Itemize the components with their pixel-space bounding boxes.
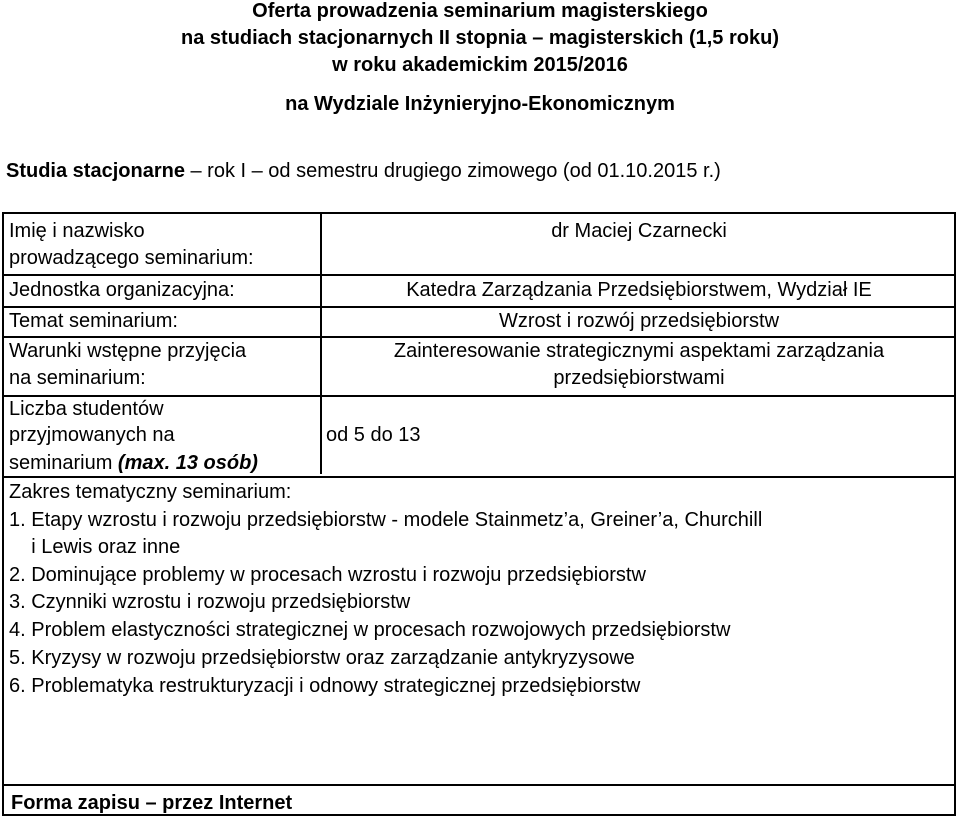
row-lecturer-label-2: prowadzącego seminarium:	[9, 247, 254, 269]
study-mode-details: – rok I – od semestru drugiego zimowego (od 01.10.2015 r.)	[184, 160, 721, 182]
row-requirements-value-2: przedsiębiorstwami	[553, 367, 725, 389]
row-requirements-value-1: Zainteresowanie strategicznymi aspektami zarządzania	[393, 340, 885, 362]
row-divider	[4, 274, 954, 276]
header-study-type: na studiach stacjonarnych II stopnia – magisterskich (1,5 roku)	[181, 27, 779, 49]
scope-item: 5. Kryzysy w rozwoju przedsiębiorstw oraz zarządzanie antykryzysowe	[9, 647, 635, 669]
header-faculty: na Wydziale Inżynieryjno-Ekonomicznym	[285, 93, 675, 115]
study-mode-line	[6, 158, 721, 185]
row-capacity-value: od 5 do 13	[326, 424, 421, 446]
row-lecturer-label-1: Imię i nazwisko	[9, 220, 145, 242]
scope-item: 6. Problematyka restrukturyzacji i odnowy strategicznej przedsiębiorstw	[9, 675, 641, 697]
row-capacity-label-3a: seminarium	[9, 452, 118, 474]
footer-divider	[4, 784, 954, 786]
row-topic-label: Temat seminarium:	[9, 310, 178, 332]
header-academic-year: w roku akademickim 2015/2016	[332, 54, 628, 76]
row-capacity-label-3	[9, 450, 258, 477]
row-requirements-label-1: Warunki wstępne przyjęcia	[9, 340, 247, 362]
enrollment-method: Forma zapisu – przez Internet	[11, 792, 293, 814]
scope-title: Zakres tematyczny seminarium:	[9, 481, 292, 503]
row-capacity-label-2: przyjmowanych na	[9, 424, 175, 446]
row-lecturer-value: dr Maciej Czarnecki	[551, 220, 727, 242]
scope-item: 1. Etapy wzrostu i rozwoju przedsiębiorstw - modele Stainmetz’a, Greiner’a, Churchill	[9, 509, 763, 531]
row-capacity-label-1: Liczba studentów	[9, 398, 164, 420]
row-capacity-max-note: (max. 13 osób)	[117, 452, 258, 474]
study-mode-label: Studia stacjonarne	[6, 160, 185, 182]
scope-item: 4. Problem elastyczności strategicznej w procesach rozwojowych przedsiębiorstw	[9, 619, 731, 641]
scope-item-continuation: i Lewis oraz inne	[9, 536, 181, 558]
scope-item: 3. Czynniki wzrostu i rozwoju przedsiębiorstw	[9, 591, 411, 613]
scope-item: 2. Dominujące problemy w procesach wzrostu i rozwoju przedsiębiorstw	[9, 564, 646, 586]
row-unit-value: Katedra Zarządzania Przedsiębiorstwem, Wydział IE	[406, 279, 872, 301]
row-divider	[4, 476, 954, 478]
seminar-table	[2, 212, 956, 816]
row-topic-value: Wzrost i rozwój przedsiębiorstw	[498, 310, 780, 332]
row-unit-label: Jednostka organizacyjna:	[9, 279, 235, 301]
row-requirements-label-2: na seminarium:	[9, 367, 146, 389]
header-title: Oferta prowadzenia seminarium magisterskiego	[252, 0, 708, 22]
